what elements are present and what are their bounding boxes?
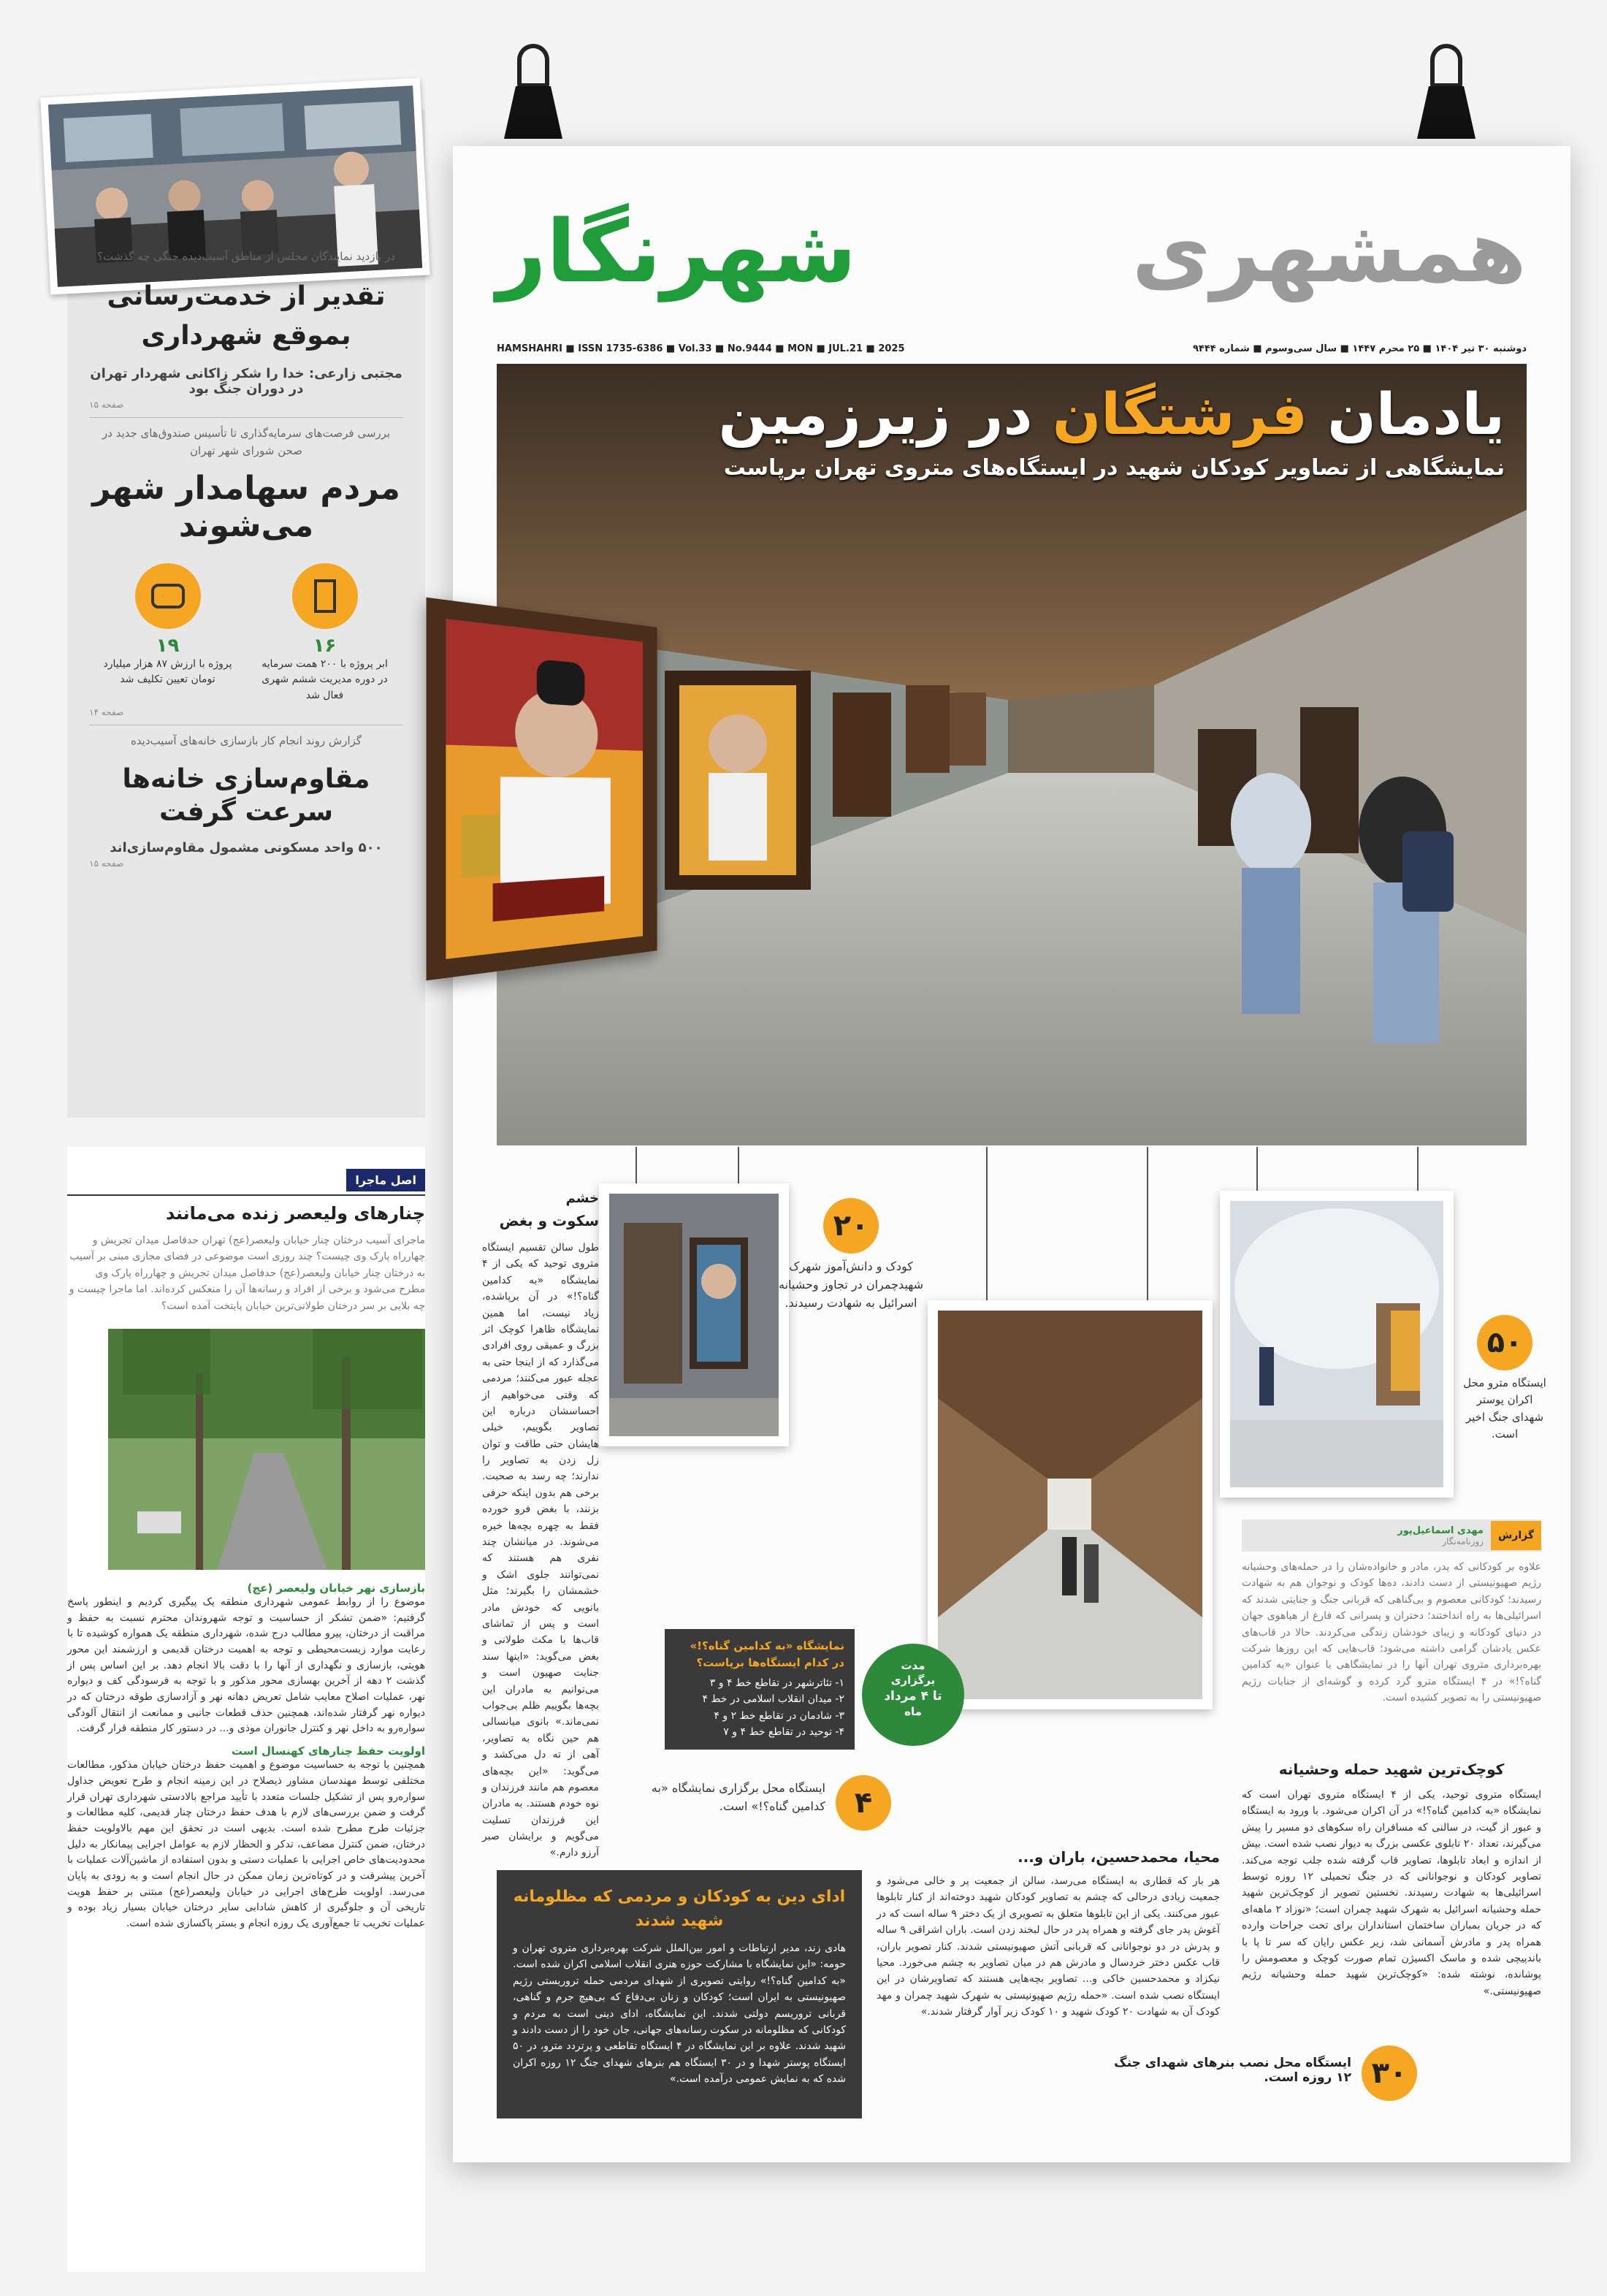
brand-gray: همشهری [1131,201,1527,302]
hero-title-b: فرشتگان [1052,382,1308,448]
sidebar-sub-1: مجتبی زارعی: خدا را شکر زاکانی شهردار تهران در دوران جنگ بود [90,366,402,397]
divider [89,417,403,418]
story-youngest [1242,1761,1541,1999]
stat-4-text: ایستگاه محل برگزاری نمایشگاه «به کدامین گناه؟!» است. [651,1781,825,1813]
hero-title-c: در زیرزمین [718,382,1033,448]
youngest-body: ایستگاه متروی توحید، یکی از ۴ ایستگاه متروی تهران است که نمایشگاه «به کدامین گناه؟!» در آن اکران می‌شود. با ورود به ایستگاه و عبور از گیت، در سالنی که مسافران راه سکوهای دو مسیر را پیش می‌گیرند، تعداد ۲۰ تابلوی عکسی بزرگ به دیوار نصب شده است. بیش از اندازه و ابعاد تابلوها، تصاویر قاب گرفته شده جلب توجه می‌کند. تصاویر کودکان و نوجوانانی که در جنگ تحمیلی ۱۲ روزه توسط اسرائیلی‌ها به شهادت رسیدند. نخستین تصویر از کوچک‌ترین شهید حمله وحشیانه اسرائیل به شهرک شهید چمران است؛ «نوزاد ۲ ماهه‌ای که در جریان بمباران ساختمان استانداران برای تحت جراحات وارده همراه پدر و مادرش آسمانی شد، زیر عکس رایان که سر تا پا با باندپیچی شده و ماسک اکسیژن تمام صورت کوچک و معصومش را پوشانده، نوشته شده: «کوچک‌ترین شهید حمله وحشیانه رژیم صهیونیستی.» [1242,1789,1542,1997]
dateline [497,343,1527,361]
stat-30-number: ۳۰ [1362,2045,1417,2101]
stat-2-number: ۱۹ [156,634,180,657]
duration-a: مدت [901,1659,925,1672]
infobox-title: نمایشگاه «به کدامین گناه؟!» در کدام ایستگاه‌ها برپاست؟ [690,1639,844,1669]
stat-20-number: ۲۰ [823,1198,879,1254]
section-body-1: موضوع را از روابط عمومی شهرداری منطقه یک پیگیری کردیم و اینطور پاسخ گرفتیم: «ضمن تشکر از حساسیت و توجه شهروندان محترم نسبت به حفظ و مراقبت از درختان، پیرو مطالب درج شده، شهرداری منطقه یک همواره کوشیده تا با رعایت موارد زیست‌محیطی و توجه به اهمیت درختان قدیمی و ارزشمند این محور هویتی، بازسازی و نگهداری از آنها را با دقت بالا انجام دهد. بر این اساس پس از گذشت ۲ دهه از آخرین بهسازی محور مذکور و با توجه به فرسودگی کف و دیواره نهر، عملیات اصلاح معایب شامل تعریض دهانه نهر و آزادسازی طوقه درختان که در دیواره نهر گرفتار شده‌اند، همچنین حذف قطعات جانبی و ممانعت از انتقال آلودگی سواره‌رو به داخل نهر و کنترل جانوران موذی و... در دستور کار منطقه قرار گرفت. [67,1595,425,1735]
hanging-photo-3 [1220,1191,1454,1498]
sidebar-kicker-3: گزارش روند انجام کار بازسازی خانه‌های آسیب‌دیده [130,733,362,747]
sidebar-title-2b: می‌شوند [178,506,314,544]
section-body-2: همچنین با توجه به حساسیت موضوع و اهمیت حفظ درختان خیابان مذکور، مطالعات مختلفی توسط مهندسان مشاور ذیصلاح در این زمینه انجام و طرح تعویض جداول سواره‌رو پس از تشکیل جلسات متعدد با تأیید مراجع بالادستی شهرداری تهران قرار گرفت و ضمن بررسی‌های لازم با هدف حفظ درختان چنار قدیمی، کلیه مطالعات و جزئیات طرح مطرح شده است. بدیهی است در تحقق این مهم بالاولویت حفظ درختان، ضمن کنترل مضاعف، تدکر و الحظار لازم به عوامل اجرایی پیمانکار به دلیل محدودیت‌های خاص اجرایی با عملیات دستی و بدون استفاده از ماشین‌آلات عملیات با آخرین پیشرفت و در کوتاه‌ترین زمان ممکن در حال انجام است و به زودی به پایان می‌رسد. اولویت طرح‌های اجرایی در خیابان ولیعصر(عج) مبتنی بر حفظ هویت تاریخی آن و جلوگیری از کاهش شادابی سایر درختان خیابان بسیار زیاد بوده و عملیات تخریب تا جمع‌آوری یک روزه انجام و بستر پاکسازی شده است. [67,1759,425,1930]
duration-b: برگزاری [890,1674,936,1687]
report-block [1242,1519,1541,1706]
hero-title-a: یادمان [1327,382,1505,448]
report-body: علاوه بر کودکانی که پدر، مادر و خانواده‌شان را در حمله‌های وحشیانه رژیم صهیونیستی از دست دادند، ده‌ها کودک و نوجوان هم به شهادت رسیدند؛ کودکانی معصوم و بی‌گناهی که قربانی جنگ و جنایتی شدند که اسرائیلی‌ها به راه انداختند؛ دختران و پسرانی که فارغ از هیاهوی جهان در دنیای کودکانه و زیبای خودشان زندگی می‌کردند. حالا در قاب‌های عکس یادشان گرامی داشته می‌شود؛ قاب‌هایی که این روزها شرکت بهره‌برداری متروی تهران آنها را در نمایشگاهی با عنوان «به کدامین گناه؟!» در ۴ ایستگاه مترو گرد کرده و گوشه‌ای از جنایات رژیم صهیونیستی را به تصویر کشیده است. [1242,1561,1541,1704]
silence-title: سکوت و بغض [499,1212,599,1229]
story-names [877,1848,1220,2021]
sidebar-title-3b: سرعت گرفت [159,797,334,828]
names-body: هر بار که قطاری به ایستگاه می‌رسد، سالن از جمعیت پر و خالی می‌شود و جمعیت زیادی درحالی که چشم به تصاویر کودکان شهید دوخته‌اند از کنار تابلوها عبور می‌کنند. یکی از این تابلوها متعلق به تصویری از یک دختر ۹ ساله است که در آغوش پدر جای گرفته و همراه پدر در حال لبخند زدن است. باران اشراقی ۹ ساله و پدرش در دو نوجوانانی که قربانی آتش صهیونیستی شدند. کنار تصویر باران، قاب عکس دختر خردسال و مادرش هم در میان تصاویر به چشم می‌خورد. محیا نیکزاد و محمدحسین خاکی و... تصاویر بچه‌هایی هستند که تصاویرشان در این ایستگاه نصب شده است. «حمله رژیم صهیونیستی به شهرک شهید چمران و مهد کودک آن به شهادت ۲۰ کودک شهید و ۱۰ کودک زیر آوار گرفتار شدند.» [877,1875,1220,2018]
story-silence [482,1191,599,1861]
stat-30 [1110,2045,1417,2090]
asl-majara-badge: اصل ماجرا [346,1169,425,1191]
hero-subtitle: نمایشگاهی از تصاویر کودکان شهید در ایستگاه‌های متروی تهران برپاست [723,455,1505,481]
stat-4 [628,1775,891,1820]
sidebar-title-1: تقدیر از خدمت‌رسانی بموقع شهرداری [107,281,386,351]
story-lead: ماجرای آسیب درختان چنار خیابان ولیعصر(عج) تهران حدفاصل میدان تجریش و چهارراه پارک وی چیست؟ چند روزی است موضوعی در فضای مجازی مبنی بر آسیب به درختان چنار خیابان ولیعصر(عج) حدفاصل میدان تجریش و چهارراه پارک وی مطرح می‌شود و برخی از افراد و رسانه‌ها آن را منعکس کرده‌اند. اما ماجرا چیست و چه بلایی بر سر درختان طولانی‌ترین خیابان پایتخت آمده است؟ [69,1235,425,1312]
sidebar-kicker-2: بررسی فرصت‌های سرمایه‌گذاری تا تأسیس صندوق‌های جدید در صحن شورای شهر تهران [102,427,391,457]
stat-2-text: پروژه با ارزش ۸۷ هزار میلیارد تومان تعیین تکلیف شد [103,657,232,686]
report-label: گزارش [1491,1521,1541,1550]
stat-card-2 [99,563,237,704]
stat-30-text: ایستگاه محل نصب بنرهای شهدای جنگ ۱۲ روزه است. [1114,2056,1351,2085]
street-photo [108,1329,425,1570]
front-sidebar [67,110,425,1118]
stat-20-text: کودک و دانش‌آموز شهرک شهیدچمران در تجاوز وحشیانه اسرائیل به شهادت رسیدند. [778,1259,923,1310]
names-title: محیا، محمدحسین، باران و... [1018,1848,1220,1866]
sidebar-title-3a: مقاوم‌سازی خانه‌ها [122,764,370,795]
hero-title [628,378,1505,452]
report-role: روزنامه‌نگار [1442,1536,1484,1546]
stat-50-text: ایستگاه مترو محل اکران پوستر شهدای جنگ اخیر است. [1463,1376,1546,1441]
stat-1-number: ۱۶ [313,634,337,657]
sidebar-page-1: صفحه ۱۵ [89,400,124,411]
section-head-1: بازسازی نهر خیابان ولیعصر (عج) [247,1581,425,1595]
silence-body: طول سالن تقسیم ایستگاه متروی توحید که یکی از ۴ نمایشگاه «به کدامین گناه؟!» در آن برپاشده، زیاد نیست، اما همین نمایشگاه ظاهرا کوچک اثر بزرگ و عمیقی روی افرادی می‌گذارد که از اینجا حتی به عجله عبور می‌کنند؛ مردمی که وقتی می‌خواهیم از احساسشان درباره این تصاویر بگوییم، خیلی هایشان حتی طاقت و توان زل زدن به تصاویر را ندارند؛ چه رسد به صحبت. برخی هم بدون اینکه حرفی بزنند، با بغض فرو خورده فقط به چهره بچه‌ها خیره می‌شوند. در میانشان چند نفری هم هستند که نمی‌توانند جلوی اشک و خشمشان را بگیرند؛ مثل بانویی که خودش مادر است و پس از تماشای قاب‌ها با مکث طولانی و بغض می‌گوید: «اینها سند جنایت صهیون است و می‌توانیم به مادران این بچه‌ها بگوییم ظلم بی‌جواب نمی‌ماند.» بانوی میانسالی هم حین نگاه به تصاویر، آهی از ته دل می‌کشد و می‌گوید: «این بچه‌های معصوم هم مانند فرزندان و نوه خودم هستند. به مادران این فرزندان تسلیت می‌گویم و برایشان صبر آرزو دارم.» [482,1242,599,1859]
story-title: چنارهای ولیعصر زنده می‌مانند [165,1203,425,1224]
stat-50 [1461,1315,1549,1443]
duration-c: تا ۴ مرداد [884,1688,942,1704]
infobox-item: ۲- میدان انقلاب اسلامی در خط ۴ [702,1693,844,1706]
youngest-title: کوچک‌ترین شهید حمله وحشیانه [1278,1761,1505,1778]
section-head-2: اولویت حفظ چنارهای کهنسال است [232,1744,425,1758]
framed-poster [427,598,657,981]
masthead [497,201,1527,314]
duration-d: ماه [904,1705,922,1719]
hanging-photo-1 [599,1183,789,1446]
duration-circle [862,1644,964,1746]
coins-icon [135,563,201,629]
sidebar-title-2a: مردم سهامدار شهر [92,469,400,507]
stat-50-number: ۵۰ [1477,1315,1532,1370]
sidebar-page-3: صفحه ۱۵ [89,858,124,869]
building-icon [292,563,358,629]
stat-20 [767,1198,935,1312]
hanging-photo-2 [928,1300,1213,1709]
binder-clip-right [1417,44,1476,139]
dateline-en: HAMSHAHRI ■ ISSN 1735-6386 ■ Vol.33 ■ No.9444 ■ MON ■ JUL.21 ■ 2025 [497,343,905,354]
sidebar-sub-3: ۵۰۰ واحد مسکونی مشمول مقاوم‌سازی‌اند [110,840,383,856]
infobox-item: ۱- تئاترشهر در تقاطع خط ۴ و ۳ [709,1677,844,1689]
infobox-item: ۴- توحید در تقاطع خط ۴ و ۷ [723,1726,844,1739]
sidebar-story [67,1147,425,2272]
stat-card-1 [256,563,394,704]
tribute-body: هادی زند، مدیر ارتباطات و امور بین‌الملل شرکت بهره‌برداری متروی تهران و حومه: «این نمایشگاه با مشارکت حوزه هنری انقلاب اسلامی اکران شده است. «به کدامین گناه؟!» روایتی تصویری از شهدای مردمی حمله تروریستی رژیم صهیونیستی به ایران است؛ کودکان و زنان بی‌دفاع که بی‌هیچ جرم و گناهی، قربانی تروریسم دولتی شدند. این نمایشگاه، ادای دینی است به مردم و کودکانی که مظلومانه در سکوت رسانه‌های جهانی، جان خود را از دست دادند و شهید شدند. علاوه بر این نمایشگاه در ۴ ایستگاه تقاطعی و پرتردد مترو، در ۵۰ ایستگاه پوستر شهدا و در ۳۰ ایستگاه هم بنرهای شهدای جنگ ۱۲ روزه اکران شده که به نمایش عمومی درآمده است.» [513,1942,846,2086]
stat-1-text: ابر پروژه با ۲۰۰ همت سرمایه در دوره مدیریت ششم شهری فعال شد [262,657,388,702]
dateline-fa: دوشنبه ۳۰ تیر ۱۴۰۴ ■ ۲۵ محرم ۱۴۴۷ ■ سال سی‌وسوم ■ شماره ۹۴۴۴ [1192,343,1527,354]
tribute-box [497,1870,862,2118]
tribute-title: ادای دین به کودکان و مردمی که مظلومانه شهید شدند [513,1888,846,1930]
stat-4-number: ۴ [836,1775,891,1831]
stations-infobox [665,1629,855,1750]
silence-kicker: خشم [565,1191,599,1206]
sidebar-kicker-1: در بازدید نمایندگان مجلس از مناطق آسیب‌دیده جنگی چه گذشت؟ [97,250,395,263]
newspaper-page [453,146,1570,2162]
report-author: مهدی اسماعیل‌پور [1397,1525,1484,1536]
brand-green: شهرنگار [497,201,857,302]
sidebar-page-2: صفحه ۱۴ [89,706,124,717]
infobox-item: ۳- شادمان در تقاطع خط ۲ و ۴ [714,1709,844,1722]
binder-clip-left [504,44,562,139]
